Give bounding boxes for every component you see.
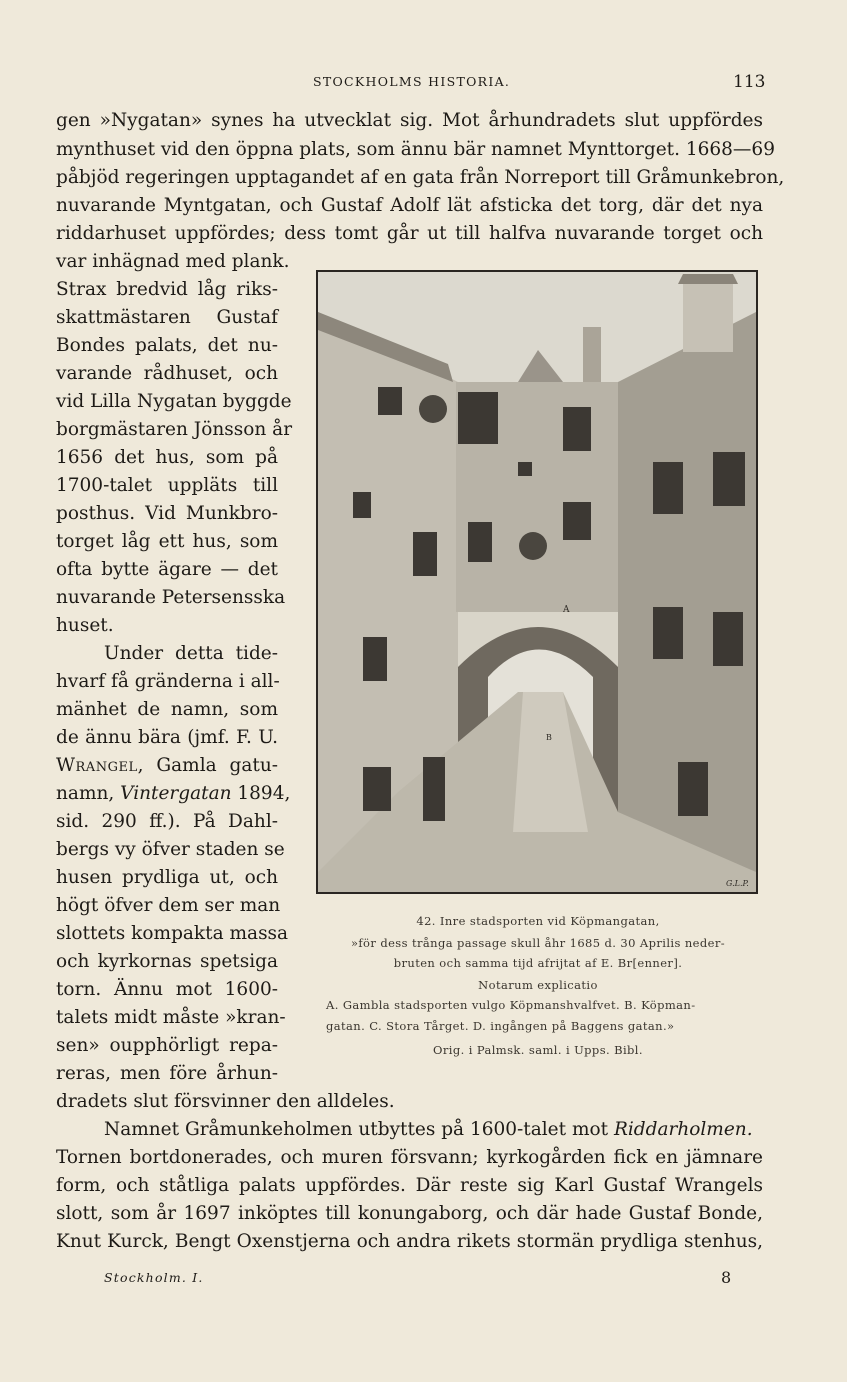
column-line: borgmästaren Jönsson år [56,419,293,440]
column-line: sid. 290 ff.). På Dahl- [56,811,278,832]
running-head [0,72,847,92]
column-line: huset. [56,615,114,636]
body-line: nuvarande Myntgatan, och Gustaf Adolf lät afsticka det torg, där det nya [56,195,763,216]
column-line: vid Lilla Nygatan byggde [56,391,292,412]
page-number: 113 [733,72,766,92]
body-text: Namnet Gråmunkeholmen utbyttes på 1600-talet mot [104,1119,614,1140]
column-line: bergs vy öfver staden se [56,839,285,860]
column-line: mänhet de namn, som [56,699,278,720]
caption-line: bruten och samma tijd afrijtat af E. Br[enner]. [393,956,683,970]
caption-line: gatan. C. Stora Tårget. D. ingången på Baggens gatan.» [326,1019,675,1033]
body-line: slott, som år 1697 inköptes till konungaborg, och där hade Gustaf Bonde, [56,1203,763,1224]
column-line: var inhägnad med plank. [56,251,290,272]
column-line: Strax bredvid låg riks- [56,279,278,300]
column-line: reras, men före århun- [56,1063,278,1084]
running-title: STOCKHOLMS HISTORIA. [313,74,511,89]
column-line: slottets kompakta massa [56,923,289,944]
column-line: ofta bytte ägare — det [56,559,278,580]
column-line: talets midt måste »kran- [56,1007,286,1028]
body-line: Knut Kurck, Bengt Oxenstjerna och andra rikets stormän prydliga stenhus, [56,1231,763,1252]
column-line: torn. Ännu mot 1600- [56,979,278,1000]
body-line: mynthuset vid den öppna plats, som ännu bär namnet Mynttorget. 1668—69 [56,139,775,160]
column-line: 1700-talet uppläts till [56,475,278,496]
signature-number: 8 [721,1268,732,1287]
label-a: A [563,605,570,615]
caption-line: A. Gambla stadsporten vulgo Köpmanshvalfvet. B. Köpman- [326,998,696,1012]
author-name: Wrangel [56,755,138,776]
column-line: nuvarande Petersensska [56,587,286,608]
book-title: Vintergatan [120,783,232,804]
caption-line: 42. Inre stadsporten vid Köpmangatan, [416,914,660,928]
body-line: påbjöd regeringen upptagandet af en gata från Norreport till Gråmunkebron, [56,167,785,188]
caption-line: »för dess trånga passage skull åhr 1685 d. 30 Aprilis neder- [350,936,726,950]
column-line: högt öfver dem ser man [56,895,281,916]
column-text: namn, [56,783,121,804]
column-line: posthus. Vid Munkbro- [56,503,278,524]
column-text: , Gamla gatu- [137,755,278,776]
body-line [56,1119,763,1141]
column-line: och kyrkornas spetsiga [56,951,278,972]
body-line: riddarhuset uppfördes; dess tomt går ut till halfva nuvarande torget och [56,223,763,244]
column-line [56,783,291,805]
column-text: 1894, [231,783,291,804]
column-line: de ännu bära (jmf. F. U. [56,727,278,748]
column-line: varande rådhuset, och [56,363,278,384]
caption-line: Orig. i Palmsk. saml. i Upps. Bibl. [433,1043,643,1057]
footer [0,1268,847,1288]
label-b: B [546,733,552,742]
column-line: sen» oupphörligt repa- [56,1035,278,1056]
column-line: husen prydliga ut, och [56,867,278,888]
column-line: hvarf få gränderna i all- [56,671,280,692]
body-line: dradets slut försvinner den alldeles. [56,1091,395,1112]
signature: Stockholm. I. [104,1270,204,1285]
column-line: Bondes palats, det nu- [56,335,278,356]
figure-illustration [316,270,758,894]
artist-mark: G.L.P. [726,879,749,888]
body-line: Tornen bortdonerades, och muren försvann; kyrkogården fick en jämnare [56,1147,763,1168]
column-line: torget låg ett hus, som [56,531,278,552]
body-line: gen »Nygatan» synes ha utvecklat sig. Mot århundradets slut uppfördes [56,110,763,131]
body-line: form, och ståtliga palats uppfördes. Där reste sig Karl Gustaf Wrangels [56,1175,763,1196]
column-line: Under detta tide- [104,643,278,664]
column-line [56,755,278,777]
column-line: 1656 det hus, som på [56,447,278,468]
street-gate-drawing [318,272,756,892]
column-line: skattmästaren Gustaf [56,307,278,328]
caption-line: Notarum explicatio [478,978,598,992]
place-name: Riddarholmen. [613,1119,753,1140]
